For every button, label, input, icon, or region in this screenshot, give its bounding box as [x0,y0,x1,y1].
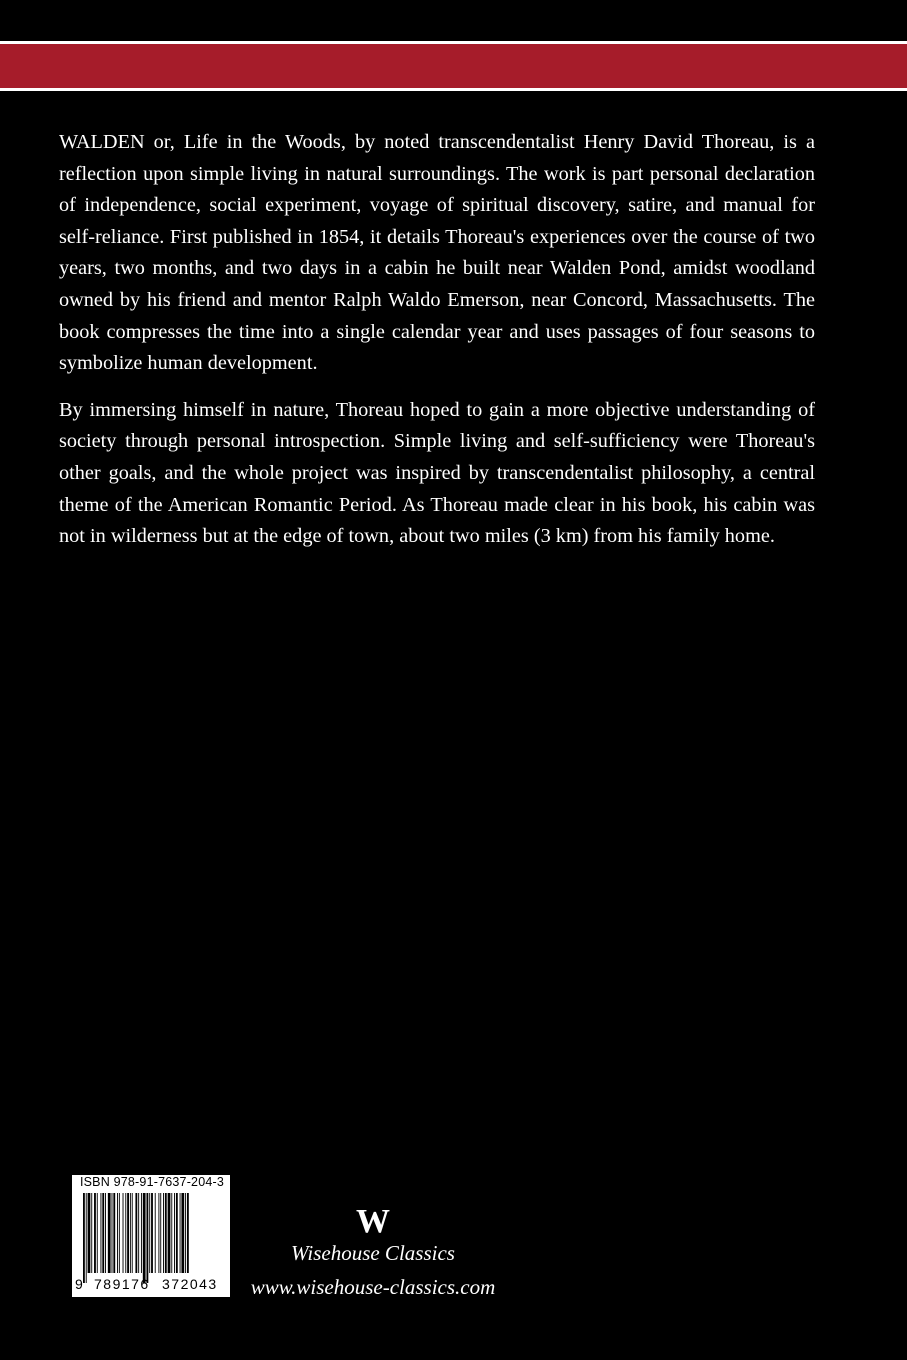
barcode-bar [168,1193,171,1273]
barcode-bar [165,1193,167,1273]
barcode-bar [100,1193,101,1273]
barcode-bar [181,1193,184,1273]
barcode-bar [155,1193,156,1273]
barcode-bar [151,1193,153,1273]
description-paragraph-2: By immersing himself in nature, Thoreau hoped to gain a more objective understanding of society through personal introspection. Simple living and self-sufficiency were Thoreau's other goals, and the whole project was inspired by transcendentalist philosophy, a central theme of the American Romantic Period. As Thoreau made clear in his book, his cabin was not in wilderness but at the edge of town, about two miles (3 km) from his family home. [59,398,815,548]
barcode-digit-first: 9 [75,1276,83,1292]
barcode-bar [149,1193,150,1273]
barcode-bar [174,1193,175,1273]
publisher-name: Wisehouse Classics [291,1241,455,1265]
barcode-bar [138,1193,139,1273]
barcode-bar [102,1193,104,1273]
barcode-bar [125,1193,126,1273]
top-stripe [0,0,907,95]
barcode-bar [185,1193,186,1273]
publisher-url[interactable]: www.wisehouse-classics.com [250,1275,496,1299]
isbn-label: ISBN 978-91-7637-204-3 [79,1175,225,1189]
barcode-digits-left: 789176 [94,1276,150,1292]
barcode-bar [86,1193,87,1283]
barcode-bars-icon [83,1193,223,1283]
barcode-bar [135,1193,137,1273]
barcode-digits [72,1276,230,1294]
barcode-bar [176,1193,178,1273]
barcode-bar [112,1193,113,1273]
barcode-bar [94,1193,96,1273]
barcode-digits-right: 372043 [162,1276,218,1292]
barcode-bar [158,1193,159,1273]
book-description [59,127,815,568]
barcode-bar [130,1193,131,1273]
stripe-bottom-line [0,88,907,91]
barcode-bar [119,1193,120,1273]
publisher-logo-icon [355,1203,391,1239]
barcode-bar [113,1193,115,1273]
barcode-bar [132,1193,133,1273]
isbn-barcode [70,1173,232,1299]
barcode-bar [83,1193,85,1283]
barcode-bar [117,1193,118,1273]
barcode-bar [88,1193,91,1273]
barcode-bar [180,1193,181,1273]
description-paragraph-1: WALDEN or, Life in the Woods, by noted transcendentalist Henry David Thoreau, is a reflection upon simple living in natural surroundings. The work is part personal declaration of independence, social experiment, voyage of spiritual discovery, satire, and manual for self-reliance. First published in 1854, it details Thoreau's experiences over the course of two years, two months, and two days in a cabin he built near Walden Pond, amidst woodland owned by his friend and mentor Ralph Waldo Emerson, near Concord, Massachusetts. The book compresses the time into a single calendar year and uses passages of four seasons to symbolize human development. [59,131,815,375]
barcode-bar [108,1193,111,1273]
barcode-bar [141,1193,142,1273]
barcode-bar [127,1193,129,1273]
barcode-bar [105,1193,106,1273]
barcode-bar [97,1193,98,1273]
publisher-logo-letter: W [356,1203,390,1239]
barcode-bar [123,1193,124,1273]
barcode-bar [91,1193,92,1273]
red-accent-band [0,44,907,88]
barcode-bar [171,1193,172,1273]
barcode-bar [160,1193,161,1273]
barcode-bar [187,1193,189,1273]
barcode-bar [163,1193,164,1273]
barcode-bar [143,1193,146,1283]
barcode-bar [146,1193,148,1283]
